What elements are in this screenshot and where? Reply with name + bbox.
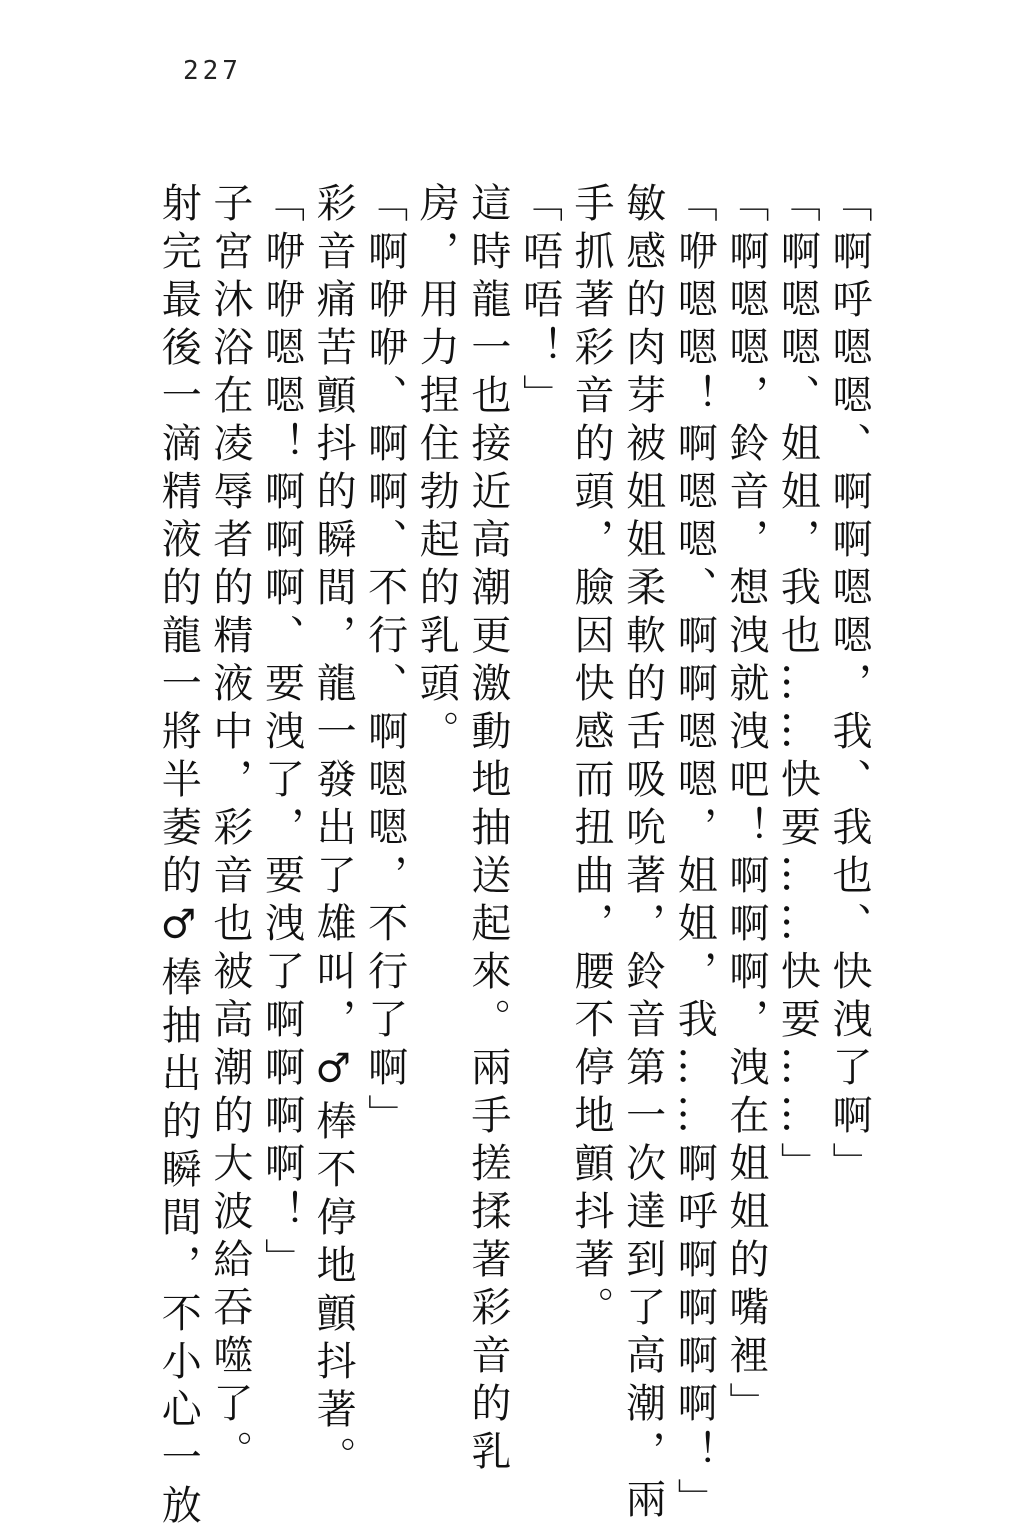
text-line: 敏感的肉芽被姐姐柔軟的舌吸吮著，鈴音第一次達到了高潮，兩 — [619, 182, 666, 1526]
text-line: 子宮沐浴在凌辱者的精液中，彩音也被高潮的大波給吞噬了。 — [206, 182, 253, 1478]
text-line: 「啊呼嗯嗯、啊啊嗯嗯，我、我也、快洩了啊」 — [826, 182, 872, 1190]
text-line: 這時龍一也接近高潮更激動地抽送起來。兩手搓揉著彩音的乳 — [464, 182, 511, 1478]
text-line: 彩音痛苦顫抖的瞬間，龍一發出了雄叫，♂棒不停地顫抖著。 — [310, 182, 357, 1484]
text-line: 「咿咿嗯嗯！啊啊啊、要洩了，要洩了啊啊啊啊！」 — [258, 182, 305, 1286]
text-line: 「啊嗯嗯，鈴音，想洩就洩吧！啊啊啊，洩在姐姐的嘴裡」 — [722, 182, 769, 1430]
text-line: 射完最後一滴精液的龍一將半萎的♂棒抽出的瞬間，不小心一放 — [155, 182, 202, 1532]
text-line: 「啊嗯嗯、姐姐，我也……快要……快要……」 — [774, 182, 821, 1190]
vertical-text-body — [134, 182, 874, 1532]
text-line: 「唔唔！」 — [516, 182, 563, 422]
text-line: 房，用力捏住勃起的乳頭。 — [413, 182, 460, 758]
text-line: 「咿嗯嗯！啊嗯嗯、啊啊嗯嗯，姐姐，我……啊呼啊啊啊啊！」 — [671, 182, 718, 1526]
page-number: 227 — [183, 56, 242, 86]
text-line: 手抓著彩音的頭，臉因快感而扭曲，腰不停地顫抖著。 — [568, 182, 615, 1334]
text-line: 「啊咿咿、啊啊、不行、啊嗯嗯，不行了啊」 — [361, 182, 408, 1142]
